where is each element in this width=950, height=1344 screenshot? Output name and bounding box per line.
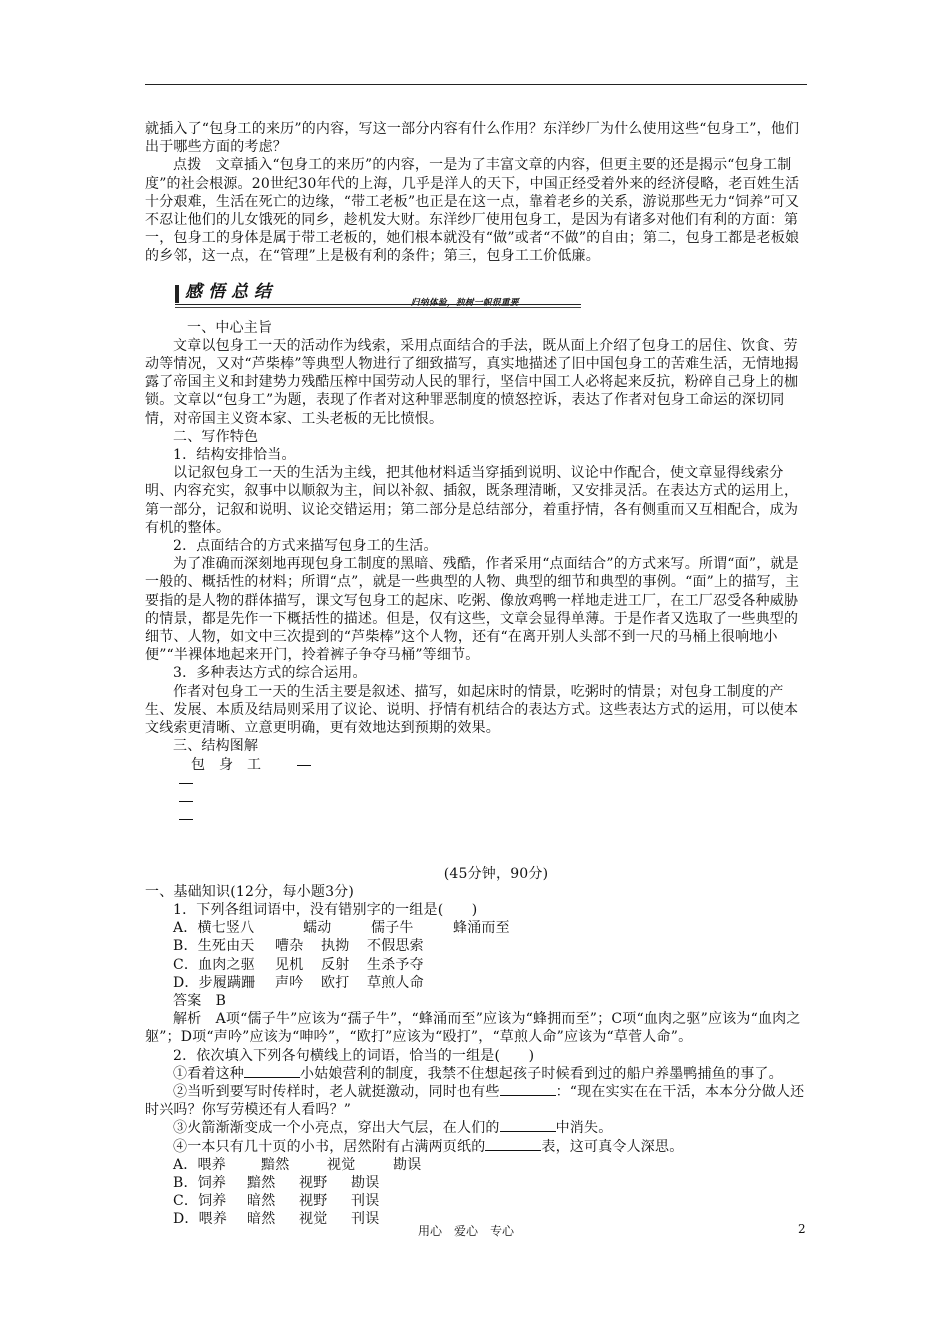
question-2-stem: 2．依次填入下列各句横线上的词语，恰当的一组是( )	[173, 1047, 535, 1064]
question-2-sentence-2: ②当听到要写时传样时，老人就挺激动，同时也有些 ：“现在实实在在干活，本本分分做人还时兴吗？你写劳模还有人看吗？”	[145, 1084, 805, 1119]
option-row: C．饲养 暗然 视野 刊误	[173, 1193, 380, 1210]
page-number: 2	[798, 1222, 806, 1236]
banner-rule-thin	[175, 307, 581, 308]
question-1-stem: 1．下列各组词语中，没有错别字的一组是( )	[173, 902, 478, 919]
question-2-options	[145, 1156, 807, 1229]
heading-theme: 一、中心主旨	[187, 319, 273, 336]
blank-line	[485, 1138, 541, 1151]
subheading-point-surface: 2．点面结合的方式来描写包身工的生活。	[173, 538, 438, 555]
structure-diagram-branch	[145, 810, 807, 828]
question-2-sentence-3: ③火箭渐渐变成一个小亮点，穿出大气层，在人们的 中消失。	[173, 1120, 613, 1137]
question-2-sentence-4: ④一本只有几十页的小书，居然附有占满两页纸的 表，这可真令人深思。	[173, 1138, 684, 1155]
option-row: A．横七竖八 蠕动 儒子牛 蜂涌而至	[173, 920, 510, 937]
blank-line	[500, 1083, 556, 1096]
option-row: C．血肉之驱 见机 反射 生杀予夺	[173, 956, 424, 973]
subheading-expression: 3．多种表达方式的综合运用。	[173, 665, 367, 682]
heading-features: 二、写作特色	[173, 428, 259, 445]
blank-line	[500, 1119, 556, 1132]
banner-rule	[175, 304, 581, 305]
paragraph-theme: 文章以包身工一天的活动作为线索，采用点面结合的手法，既从面上介绍了包身工的居住、饮食、劳动等情况，又对“芦柴棒”等典型人物进行了细致描写，真实地描述了旧中国包身工的苦难生活，无情地揭露了帝国主义和封建势力残酷压榨中国劳动人民的罪行，坚信中国工人必将起来反抗，粉碎自己身上的枷锁。文章以“包身工”为题，表现了作者对这种罪恶制度的愤怒控诉，表达了作者对包身工命运的深切同情，对帝国主义资本家、工头老板的无比愤恨。	[145, 337, 799, 427]
question-1-options	[145, 919, 807, 992]
footer-motto: 用心 爱心 专心	[418, 1224, 515, 1238]
exercise-section-title: 一、基础知识(12分，每小题3分)	[145, 883, 355, 900]
banner-tagline: 归纳体验，独树一帜很重要	[411, 297, 520, 308]
paragraph-expression: 作者对包身工一天的生活主要是叙述、描写，如起床时的情景，吃粥时的情景；对包身工制度的产生、发展、本质及结局则采用了议论、说明、抒情有机结合的表达方式。这些表达方式的运用，可以使本文线索更清晰、立意更明确，更有效地达到预期的效果。	[145, 683, 799, 737]
diagram-label: 包身工	[191, 756, 275, 773]
structure-diagram-branch	[145, 774, 807, 792]
paragraph-point-surface: 为了准确而深刻地再现包身工制度的黑暗、残酷，作者采用“点面结合”的方式来写。所谓“面”，就是一般的、概括性的材料；所谓“点”，就是一些典型的人物、典型的细节和典型的事例。“面”上的描写，主要指的是人物的群体描写，课文写包身工的起床、吃粥、像放鸡鸭一样地走进工厂，在工厂忍受各种威胁的情景，都是先作一下概括性的描述。但是，仅有这些，文章会显得单薄。于是作者又选取了一些典型的细节、人物，如文中三次提到的“芦柴棒”这个人物，还有“在离开别人头部不到一尺的马桶上很响地小便”“半裸体地起来开门，拎着裤子争夺马桶”等细节。	[145, 556, 800, 664]
exercise-meta: (45分钟，90分)	[443, 865, 549, 882]
question-2-sentence-1: ①看着这种 小姑娘营利的制度，我禁不住想起孩子时候看到过的船户养墨鸭捕鱼的事了。	[173, 1065, 783, 1082]
diagram-branch-line	[297, 765, 311, 766]
option-row: B．饲养 黯然 视野 勘误	[173, 1175, 380, 1192]
blank-line	[244, 1065, 300, 1078]
section-banner	[145, 280, 807, 308]
subheading-structure: 1．结构安排恰当。	[173, 447, 296, 464]
intro-hint: 点拨 文章插入“包身工的来历”的内容，一是为了丰富文章的内容，但更主要的还是揭示“包身工制度”的社会根源。20世纪30年代的上海，几乎是洋人的天下，中国正经受着外来的经济侵略，老百姓生活十分艰难，生活在死亡的边缘，“带工老板”也正是在这一点，靠着老乡的关系，游说那些无力“饲养”可又不忍让他们的儿女饿死的同乡，趁机发大财。东洋纱厂使用包身工，是因为有诸多对他们有利的方面：第一，包身工的身体是属于带工老板的，她们根本就没有“做”或者“不做”的自由；第二，包身工都是老板娘的乡邻，这一点，在“管理”上是极有利的条件；第三，包身工工价低廉。	[145, 157, 800, 265]
option-row: D．喂养 暗然 视觉 刊误	[173, 1211, 380, 1228]
diagram-branch-line	[179, 801, 193, 802]
question-1-analysis: 解析 A项“儒子牛”应该为“孺子牛”，“蜂涌而至”应该为“蜂拥而至”；C项“血肉之驱”应该为“血肉之躯”；D项“声吟”应该为“呻吟”，“欧打”应该为“殴打”，“草煎人命”应该为“草菅人命”。	[145, 1011, 801, 1046]
paragraph-structure: 以记叙包身工一天的生活为主线，把其他材料适当穿插到说明、议论中作配合，使文章显得线索分明、内容充实，叙事中以顺叙为主，间以补叙、插叙，既条理清晰，又安排灵活。在表达方式的运用上，第一部分，记叙和说明、议论交错运用；第二部分是总结部分，着重抒情，各有侧重而又互相配合，成为有机的整体。	[145, 465, 799, 536]
banner-bar	[175, 285, 179, 303]
option-row: D．步履蹒跚 声吟 欧打 草煎人命	[173, 974, 424, 991]
structure-diagram-root	[145, 756, 807, 774]
heading-diagram: 三、结构图解	[173, 738, 259, 755]
structure-diagram-branch	[145, 792, 807, 810]
diagram-branch-line	[179, 819, 193, 820]
header-rule	[145, 84, 807, 85]
option-row: B．生死由天 嘈杂 执拗 不假思索	[173, 938, 424, 955]
banner-title: 感悟总结	[185, 281, 277, 302]
diagram-branch-line	[179, 783, 193, 784]
page-content	[145, 120, 807, 1229]
question-1-answer: 答案 B	[173, 993, 227, 1010]
option-row: A．喂养 黯然 视觉 勘误	[173, 1156, 422, 1173]
intro-question: 就插入了“包身工的来历”的内容，写这一部分内容有什么作用？东洋纱厂为什么使用这些“包身工”，他们出于哪些方面的考虑？	[145, 121, 800, 156]
